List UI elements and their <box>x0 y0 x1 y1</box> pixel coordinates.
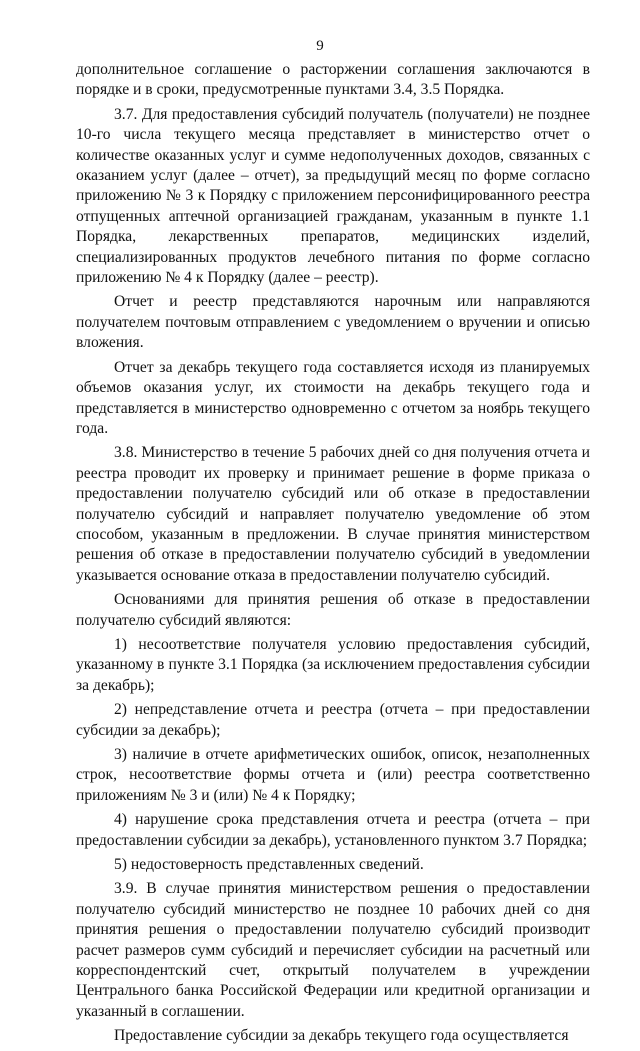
paragraph-3-7: 3.7. Для предоставления субсидий получатель (получатели) не позднее 10-го числа текущего месяца представляет в министерство отчет о количестве оказанных услуг и сумме недополученных доходов, связанных с оказанием услуг (далее – отчет), за предыдущий месяц по форме согласно приложению № 3 к Порядку с приложением персонифицированного реестра отпущенных аптечной организацией гражданам, указанным в пункте 1.1 Порядка, лекарственных препаратов, медицинских изделий, специализированных продуктов лечебного питания по форме согласно приложению № 4 к Порядку (далее – реестр). <box>76 105 590 287</box>
paragraph-refusal-grounds: Основаниями для принятия решения об отказе в предоставлении получателю субсидий являются: <box>76 591 590 629</box>
page-number: 9 <box>316 38 324 54</box>
list-item-1: 1) несоответствие получателя условию предоставления субсидий, указанному в пункте 3.1 Порядка (за исключением предоставления субсидии за декабрь); <box>76 635 590 694</box>
list-item-4: 4) нарушение срока представления отчета и реестра (отчета – при предоставлении субсидии за декабрь), установленного пунктом 3.7 Порядка; <box>76 811 590 849</box>
paragraph-3-9: 3.9. В случае принятия министерством решения о предоставлении получателю субсидий министерство не позднее 10 рабочих дней со дня принятия решения о предоставлении получателю субсидий производит расчет размеров сумм субсидий и перечисляет субсидии на расчетный или корреспондентский счет, открытый получателем в учреждении Центрального банка Российской Федерации или кредитной организации и указанный в соглашении. <box>76 880 590 1020</box>
paragraph-december-report: Отчет за декабрь текущего года составляется исходя из планируемых объемов оказания услуг, их стоимости на декабрь текущего года и представляется в министерство одновременно с отчетом за ноябрь текущего года. <box>76 358 590 437</box>
list-item-3: 3) наличие в отчете арифметических ошибок, описок, незаполненных строк, несоответствие формы отчета и (или) реестра соответственно приложениям № 3 и (или) № 4 к Порядку; <box>76 746 590 804</box>
list-item-5: 5) недостоверность представленных сведений. <box>114 856 424 874</box>
document-body <box>76 60 590 1051</box>
paragraph-december-subsidy: Предоставление субсидии за декабрь текущего года осуществляется <box>114 1027 569 1045</box>
paragraph-continuation: дополнительное соглашение о расторжении соглашения заключаются в порядке и в сроки, предусмотренные пунктами 3.4, 3.5 Порядка. <box>76 61 590 99</box>
list-item-2: 2) непредставление отчета и реестра (отчета – при предоставлении субсидии за декабрь); <box>76 701 590 739</box>
paragraph-3-8: 3.8. Министерство в течение 5 рабочих дней со дня получения отчета и реестра проводит их проверку и принимает решение в форме приказа о предоставлении получателю субсидий или об отказе в предоставлении получателю субсидий и направляет получателю уведомление об этом способом, указанным в предложении. В случае принятия министерством решения об отказе в предоставлении получателю субсидий в уведомлении указывается основание отказа в предоставлении получателю субсидий. <box>76 444 590 584</box>
paragraph-report-delivery: Отчет и реестр представляются нарочным или направляются получателем почтовым отправлением с уведомлением о вручении и описью вложения. <box>76 293 590 352</box>
